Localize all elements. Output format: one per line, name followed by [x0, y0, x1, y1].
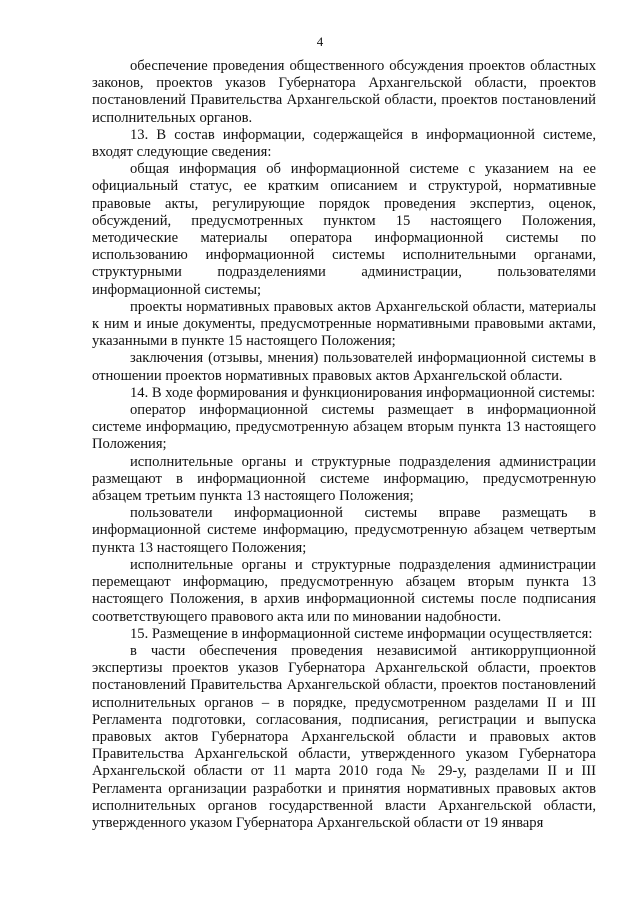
paragraph-item-14: 14. В ходе формирования и функционирования информационной системы: [130, 384, 596, 401]
paragraph-public-discussion: обеспечение проведения общественного обсуждения проектов областных законов, проектов указов Губернатора Архангельской области, проектов постановлений Правительства Архангельской области, проектов постановлений исполнительных органов. [92, 58, 596, 126]
paragraph-item-13: 13. В состав информации, содержащейся в информационной системе, входят следующие сведения: [92, 126, 596, 161]
paragraph-anticorruption: в части обеспечения проведения независимой антикоррупционной экспертизы проектов указов Губернатора Архангельской области, проектов постановлений Правительства Архангельской области, проектов постановлений исполнительных органов – в порядке, предусмотренном разделами II и III Регламента подготовки, согласования, подписания, регистрации и выпуска правовых актов Губернатора Архангельской области и правовых актов Правительства Архангельской области, утвержденного указом Губернатора Архангельской области от 11 марта 2010 года № 29-у, разделами II и III Регламента организации разработки и принятия нормативных правовых актов исполнительных органов государственной власти Архангельской области, утвержденного указом Губернатора Архангельской области от 19 января [92, 642, 596, 831]
paragraph-user-conclusions: заключения (отзывы, мнения) пользователей информационной системы в отношении проектов нормативных правовых актов Архангельской области. [92, 350, 596, 384]
paragraph-archive: исполнительные органы и структурные подразделения администрации перемещают информацию, предусмотренную абзацем вторым пункта 13 настоящего Положения, в архив информационной системы после подписания соответствующего правового акта или по миновании надобности. [92, 556, 596, 625]
paragraph-bodies-place: исполнительные органы и структурные подразделения администрации размещают в информационной системе информацию, предусмотренную абзацем третьим пункта 13 настоящего Положения; [92, 453, 596, 505]
paragraph-users-place: пользователи информационной системы вправе размещать в информационной системе информацию, предусмотренную абзацем четвертым пункта 13 настоящего Положения; [92, 505, 596, 556]
paragraph-item-15: 15. Размещение в информационной системе информации осуществляется: [130, 625, 593, 642]
page-number: 4 [316, 34, 324, 49]
paragraph-draft-acts: проекты нормативных правовых актов Архангельской области, материалы к ним и иные документы, предусмотренные нормативными правовыми актами, указанными в пункте 15 настоящего Положения; [92, 298, 596, 350]
document-body [92, 58, 596, 832]
paragraph-operator-places: оператор информационной системы размещает в информационной системе информацию, предусмотренную абзацем вторым пункта 13 настоящего Положения; [92, 402, 596, 453]
paragraph-general-info: общая информация об информационной системе с указанием на ее официальный статус, ее кратким описанием и структурой, нормативные правовые акты, регулирующие порядок проведения экспертиз, оценок, обсуждений, предусмотренных пунктом 15 настоящего Положения, методические материалы оператора информационной системы по использованию информационной системы исполнительными органами, структурными подразделениями администрации, пользователями информационной системы; [92, 161, 596, 298]
